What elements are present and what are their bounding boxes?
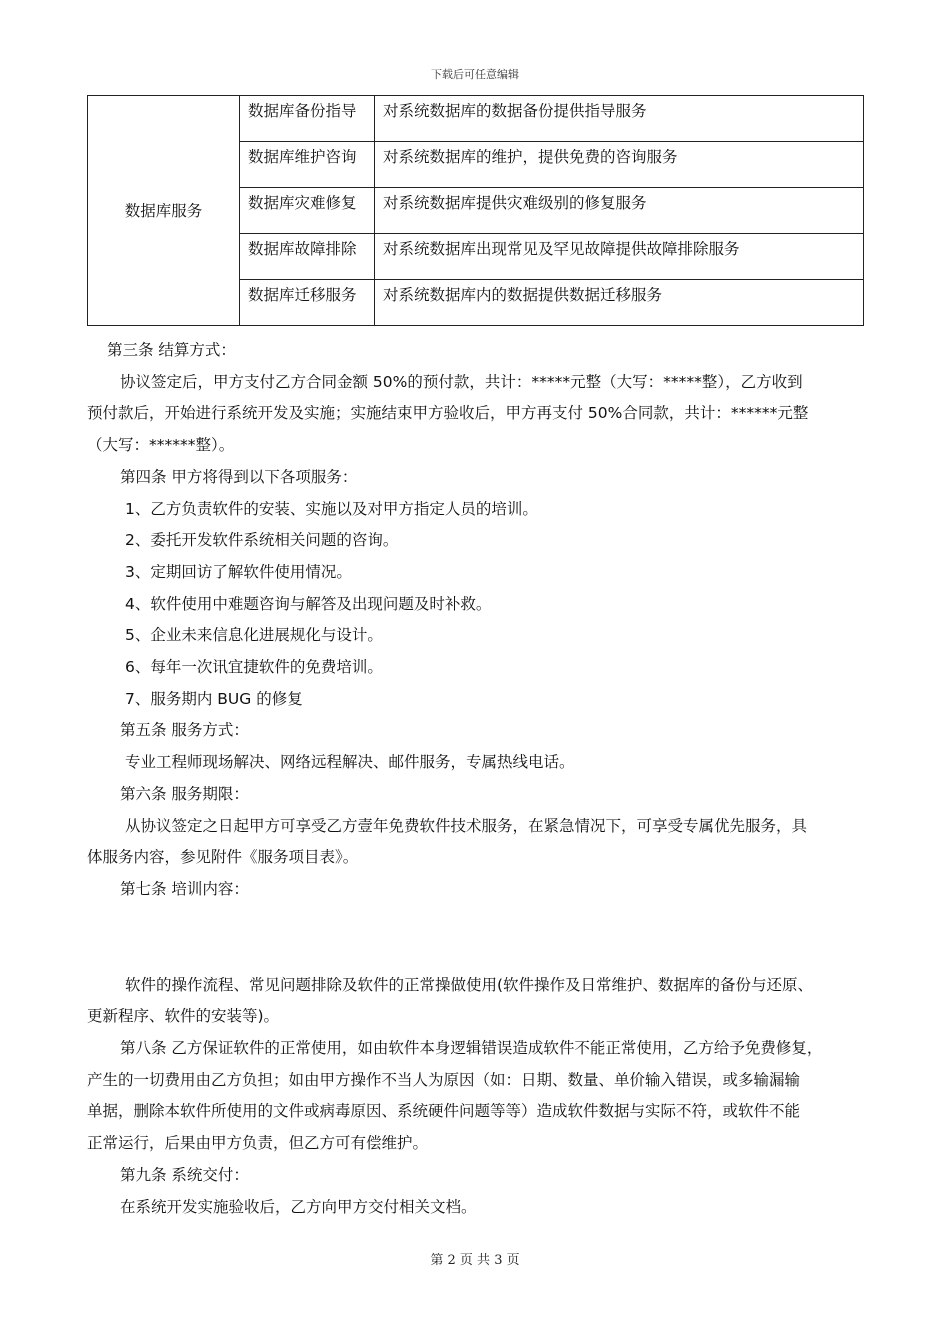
service-name: 数据库维护咨询 <box>240 142 375 188</box>
list-item: 3、定期回访了解软件使用情况。 <box>125 562 352 581</box>
page-header: 下载后可任意编辑 <box>431 68 519 81</box>
service-desc: 对系统数据库提供灾难级别的修复服务 <box>375 188 864 234</box>
article-6-title: 第六条 服务期限： <box>120 784 249 803</box>
list-item: 5、企业未来信息化进展规化与设计。 <box>125 626 383 645</box>
service-name: 数据库故障排除 <box>240 234 375 280</box>
article-8-text: 单据，删除本软件所使用的文件或病毒原因、系统硬件问题等等）造成软件数据与实际不符，或软件不能 <box>87 1102 801 1121</box>
article-3-text: 协议签定后，甲方支付乙方合同金额 50%的预付款，共计：*****元整（大写：*****整），乙方收到 <box>120 372 803 391</box>
article-4-title: 第四条 甲方将得到以下各项服务： <box>120 467 358 486</box>
article-9-text: 在系统开发实施验收后，乙方向甲方交付相关文档。 <box>120 1197 477 1216</box>
service-desc: 对系统数据库出现常见及罕见故障提供故障排除服务 <box>375 234 864 280</box>
article-8-text: 第八条 乙方保证软件的正常使用，如由软件本身逻辑错误造成软件不能正常使用，乙方给予免费修复， <box>120 1039 823 1058</box>
service-name: 数据库迁移服务 <box>240 280 375 326</box>
list-item: 6、每年一次讯宜捷软件的免费培训。 <box>125 658 383 677</box>
article-3-title: 第三条 结算方式： <box>107 341 236 359</box>
list-item: 7、服务期内 BUG 的修复 <box>125 689 303 708</box>
document-body <box>87 335 867 1223</box>
service-desc: 对系统数据库的数据备份提供指导服务 <box>375 96 864 142</box>
article-7-text: 更新程序、软件的安装等)。 <box>87 1007 280 1026</box>
service-desc: 对系统数据库的维护，提供免费的咨询服务 <box>375 142 864 188</box>
article-5-text: 专业工程师现场解决、网络远程解决、邮件服务，专属热线电话。 <box>125 753 575 772</box>
article-3-text: （大写：******整）。 <box>87 436 235 455</box>
article-8-text: 正常运行，后果由甲方负责，但乙方可有偿维护。 <box>87 1134 429 1153</box>
article-7-title: 第七条 培训内容： <box>120 879 249 898</box>
article-6-text: 从协议签定之日起甲方可享受乙方壹年免费软件技术服务，在紧急情况下，可享受专属优先服务，具 <box>125 816 808 835</box>
service-name: 数据库备份指导 <box>240 96 375 142</box>
article-8-text: 产生的一切费用由乙方负担；如由甲方操作不当人为原因（如：日期、数量、单价输入错误，或多输漏输 <box>87 1070 801 1089</box>
list-item: 2、委托开发软件系统相关问题的咨询。 <box>125 531 399 550</box>
service-desc: 对系统数据库内的数据提供数据迁移服务 <box>375 280 864 326</box>
spacer <box>87 906 867 970</box>
article-7-text: 软件的操作流程、常见问题排除及软件的正常操做使用(软件操作及日常维护、数据库的备份与还原、 <box>125 975 814 994</box>
article-3-text: 预付款后，开始进行系统开发及实施；实施结束甲方验收后，甲方再支付 50%合同款，共计：******元整 <box>87 404 809 423</box>
list-item: 1、乙方负责软件的安装、实施以及对甲方指定人员的培训。 <box>125 499 538 518</box>
page-footer: 第 2 页 共 3 页 <box>430 1253 520 1268</box>
article-5-title: 第五条 服务方式： <box>120 721 249 740</box>
table-row <box>88 96 864 142</box>
service-name: 数据库灾难修复 <box>240 188 375 234</box>
list-item: 4、软件使用中难题咨询与解答及出现问题及时补救。 <box>125 594 492 613</box>
service-table <box>87 95 864 326</box>
article-9-title: 第九条 系统交付： <box>120 1165 249 1184</box>
article-6-text: 体服务内容，参见附件《服务项目表》。 <box>87 848 359 867</box>
service-group-label: 数据库服务 <box>88 96 240 326</box>
